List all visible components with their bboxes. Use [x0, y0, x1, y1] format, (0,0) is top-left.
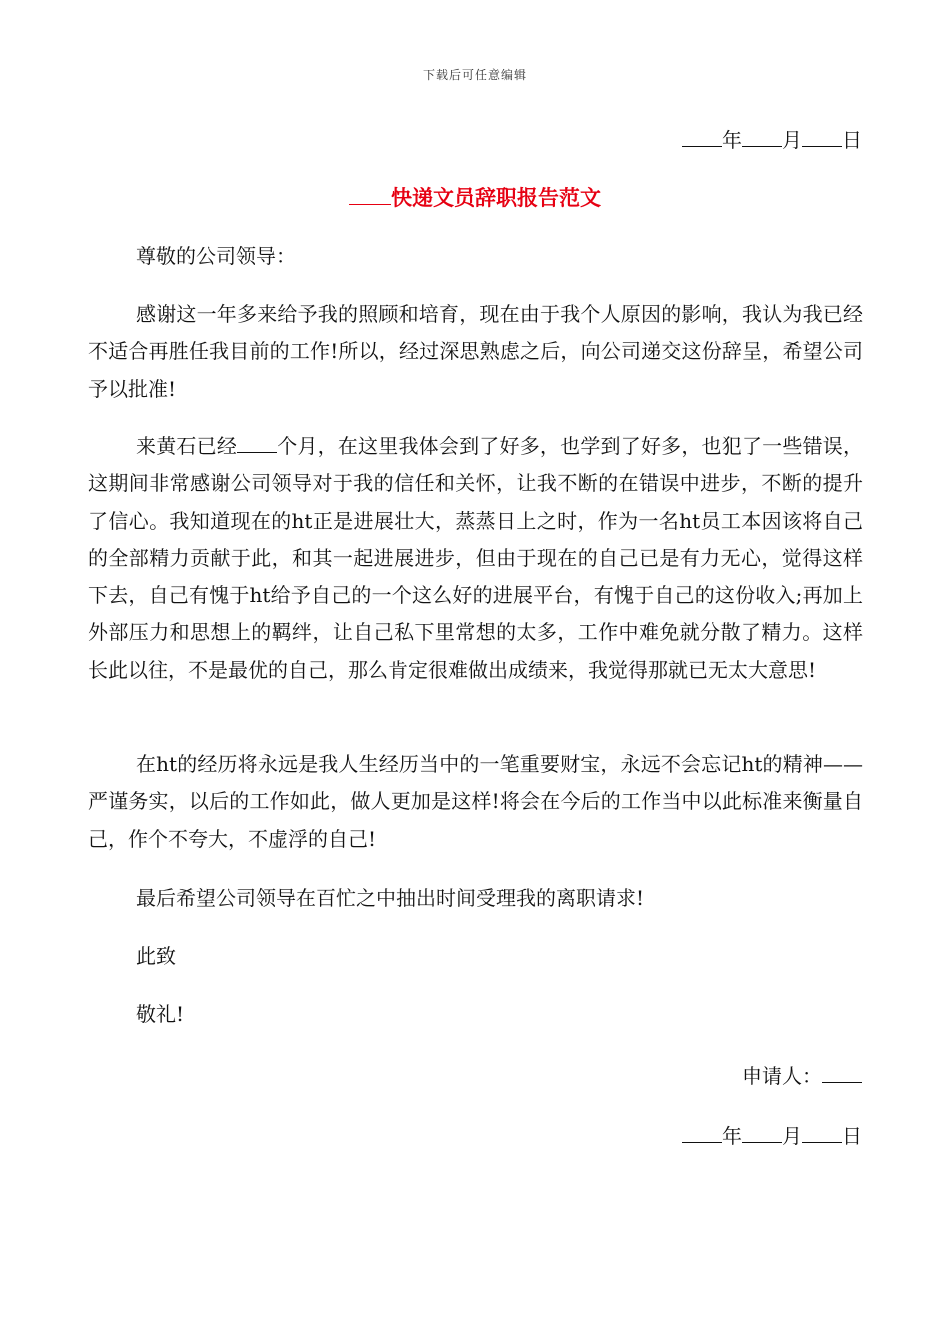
day-blank-bottom	[802, 1126, 842, 1143]
closing-regards: 敬礼!	[136, 1002, 185, 1026]
salutation: 尊敬的公司领导：	[136, 244, 296, 268]
paragraph-2-start: 来黄石已经	[136, 434, 238, 458]
paragraph-2-rest: 个月，在这里我体会到了好多，也学到了好多，也犯了一些错误，这期间非常感谢公司领导对于我的信任和关怀，让我不断的在错误中进步，不断的提升了信心。我知道现在的ht正是进展壮大，蒸蒸日上之时，作为一名ht员工本因该将自己的全部精力贡献于此，和其一起进展进步，但由于现在的自己已是有力无心，觉得这样下去，自己有愧于ht给予自己的一个这么好的进展平台，有愧于自己的这份收入;再加上外部压力和思想上的羁绊，让自己私下里常想的太多，工作中难免就分散了精力。这样长此以往，不是最优的自己，那么肯定很难做出成绩来，我觉得那就已无太大意思!	[88, 434, 864, 682]
month-label: 月	[782, 128, 802, 152]
signer-blank	[822, 1066, 862, 1083]
year-blank-bottom	[682, 1126, 722, 1143]
paragraph-4: 最后希望公司领导在百忙之中抽出时间受理我的离职请求!	[136, 886, 645, 910]
document-title	[0, 182, 950, 212]
date-line-bottom	[682, 1120, 862, 1149]
header-note: 下载后可任意编辑	[422, 68, 527, 82]
month-blank	[742, 130, 782, 147]
month-label-bottom: 月	[782, 1124, 802, 1148]
day-label-bottom: 日	[842, 1124, 862, 1148]
day-blank	[802, 130, 842, 147]
date-line-top	[682, 124, 862, 153]
year-blank	[682, 130, 722, 147]
year-label-bottom: 年	[722, 1124, 742, 1148]
year-label: 年	[722, 128, 742, 152]
closing-salutation: 此致	[136, 944, 176, 968]
month-blank-bottom	[742, 1126, 782, 1143]
day-label: 日	[842, 128, 862, 152]
title-text: 快递文员辞职报告范文	[391, 186, 601, 210]
paragraph-3: 在ht的经历将永远是我人生经历当中的一笔重要财宝，永远不会忘记ht的精神——严谨务实，以后的工作如此，做人更加是这样!将会在今后的工作当中以此标准来衡量自己，作个不夸大，不虚浮的自己!	[88, 752, 863, 851]
signer-line	[742, 1060, 862, 1089]
months-blank	[237, 436, 277, 453]
paragraph-1: 感谢这一年多来给予我的照顾和培育，现在由于我个人原因的影响，我认为我已经不适合再胜任我目前的工作!所以，经过深思熟虑之后，向公司递交这份辞呈，希望公司予以批准!	[88, 302, 863, 401]
paragraph-2	[88, 428, 863, 689]
signer-label: 申请人：	[742, 1064, 822, 1088]
title-blank	[349, 186, 391, 205]
